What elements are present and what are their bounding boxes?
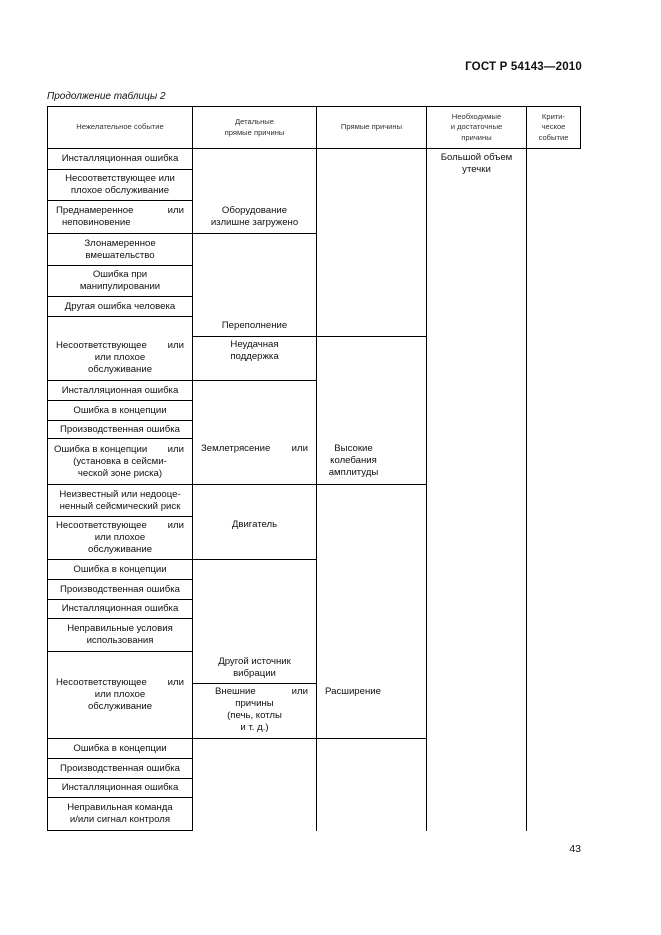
- cell-text: или плохое обслуживание: [87, 532, 153, 555]
- cell-or: или: [167, 205, 184, 216]
- necessary-cause-large-leak: Большой объем утечки: [440, 152, 513, 175]
- event-production-error: Производственная ошибка: [60, 423, 180, 435]
- event-production-error: Производственная ошибка: [60, 583, 180, 595]
- header-direct-causes: Прямые причины: [340, 122, 403, 132]
- event-installation-error: Инсталляционная ошибка: [61, 603, 179, 614]
- header-necessary-causes: Необходимые и достаточные причины: [450, 111, 503, 142]
- event-deliberate-disobedience: [48, 201, 192, 233]
- event-poor-maintenance: Несоответствующее или плохое обслуживание: [65, 173, 175, 196]
- cause-failed-support: Неудачная поддержка: [230, 339, 279, 362]
- event-poor-maintenance: [48, 517, 192, 559]
- cell-text: Несоответствующее: [56, 677, 147, 688]
- cause-external: [193, 684, 316, 736]
- cell-text: причины (печь, котлы и т. д.): [227, 698, 282, 733]
- event-poor-maintenance: [48, 337, 192, 379]
- event-handling-error: Ошибка при манипулировании: [79, 269, 161, 292]
- event-design-error: Ошибка в концепции: [73, 742, 167, 754]
- cell-text: (установка в сейсми- ческой зоне риска): [73, 455, 167, 479]
- cell-text: неповиновение: [62, 217, 131, 228]
- event-malicious-interference: Злонамеренное вмешательство: [84, 237, 156, 261]
- cell-text: Преднамеренное: [56, 205, 134, 216]
- page-number: 43: [569, 843, 581, 855]
- cell-text: Внешние: [215, 686, 256, 697]
- cell-or: или: [291, 443, 308, 454]
- cell-text: или плохое обслуживание: [87, 689, 153, 712]
- event-unknown-seismic-risk: Неизвестный или недооце- ненный сейсмический риск: [59, 488, 181, 512]
- event-installation-error: Инсталляционная ошибка: [61, 782, 179, 793]
- event-wrong-control-signal: Неправильная команда и/или сигнал контроля: [67, 802, 173, 825]
- direct-cause-expansion: Расширение: [325, 686, 381, 697]
- event-design-error: Ошибка в концепции: [73, 404, 167, 416]
- event-design-error-seismic: [48, 439, 192, 484]
- event-installation-error: Инсталляционная ошибка: [61, 153, 179, 164]
- cause-other-vibration-source: Другой источник вибрации: [218, 655, 291, 679]
- table-caption: Продолжение таблицы 2: [47, 91, 166, 102]
- header-undesired-event: Нежелательное событие: [76, 122, 164, 132]
- cause-earthquake: [193, 440, 316, 458]
- event-design-error: Ошибка в концепции: [73, 563, 167, 575]
- direct-cause-high-amplitude-vibration: Высокие колебания амплитуды: [328, 443, 379, 478]
- cell-text: или плохое обслуживание: [87, 352, 153, 375]
- event-other-human-error: Другая ошибка человека: [64, 300, 176, 312]
- cell-or: или: [167, 520, 184, 531]
- cause-equipment-overload: Оборудование излишне загружено: [210, 205, 299, 228]
- event-installation-error: Инсталляционная ошибка: [61, 384, 179, 396]
- cell-text: Ошибка в концепции: [54, 443, 148, 455]
- event-production-error: Производственная ошибка: [60, 762, 180, 774]
- event-poor-maintenance: [48, 652, 192, 738]
- cell-text: Несоответствующее: [56, 520, 147, 531]
- header-critical-event: Крити- ческое событие: [538, 111, 569, 142]
- cause-overflow: Переполнение: [221, 320, 288, 331]
- cell-text: Землетрясение: [201, 443, 271, 454]
- cell-or: или: [167, 340, 184, 351]
- cell-or: или: [291, 686, 308, 697]
- cell-or: или: [167, 677, 184, 688]
- event-improper-use-conditions: Неправильные условия использования: [67, 623, 173, 646]
- header-detailed-direct-causes: Детальные прямые причины: [224, 117, 285, 137]
- cell-text: Несоответствующее: [56, 340, 147, 351]
- cell-or: или: [167, 443, 184, 455]
- standard-number: ГОСТ Р 54143—2010: [465, 61, 582, 73]
- cause-engine: Двигатель: [231, 519, 278, 530]
